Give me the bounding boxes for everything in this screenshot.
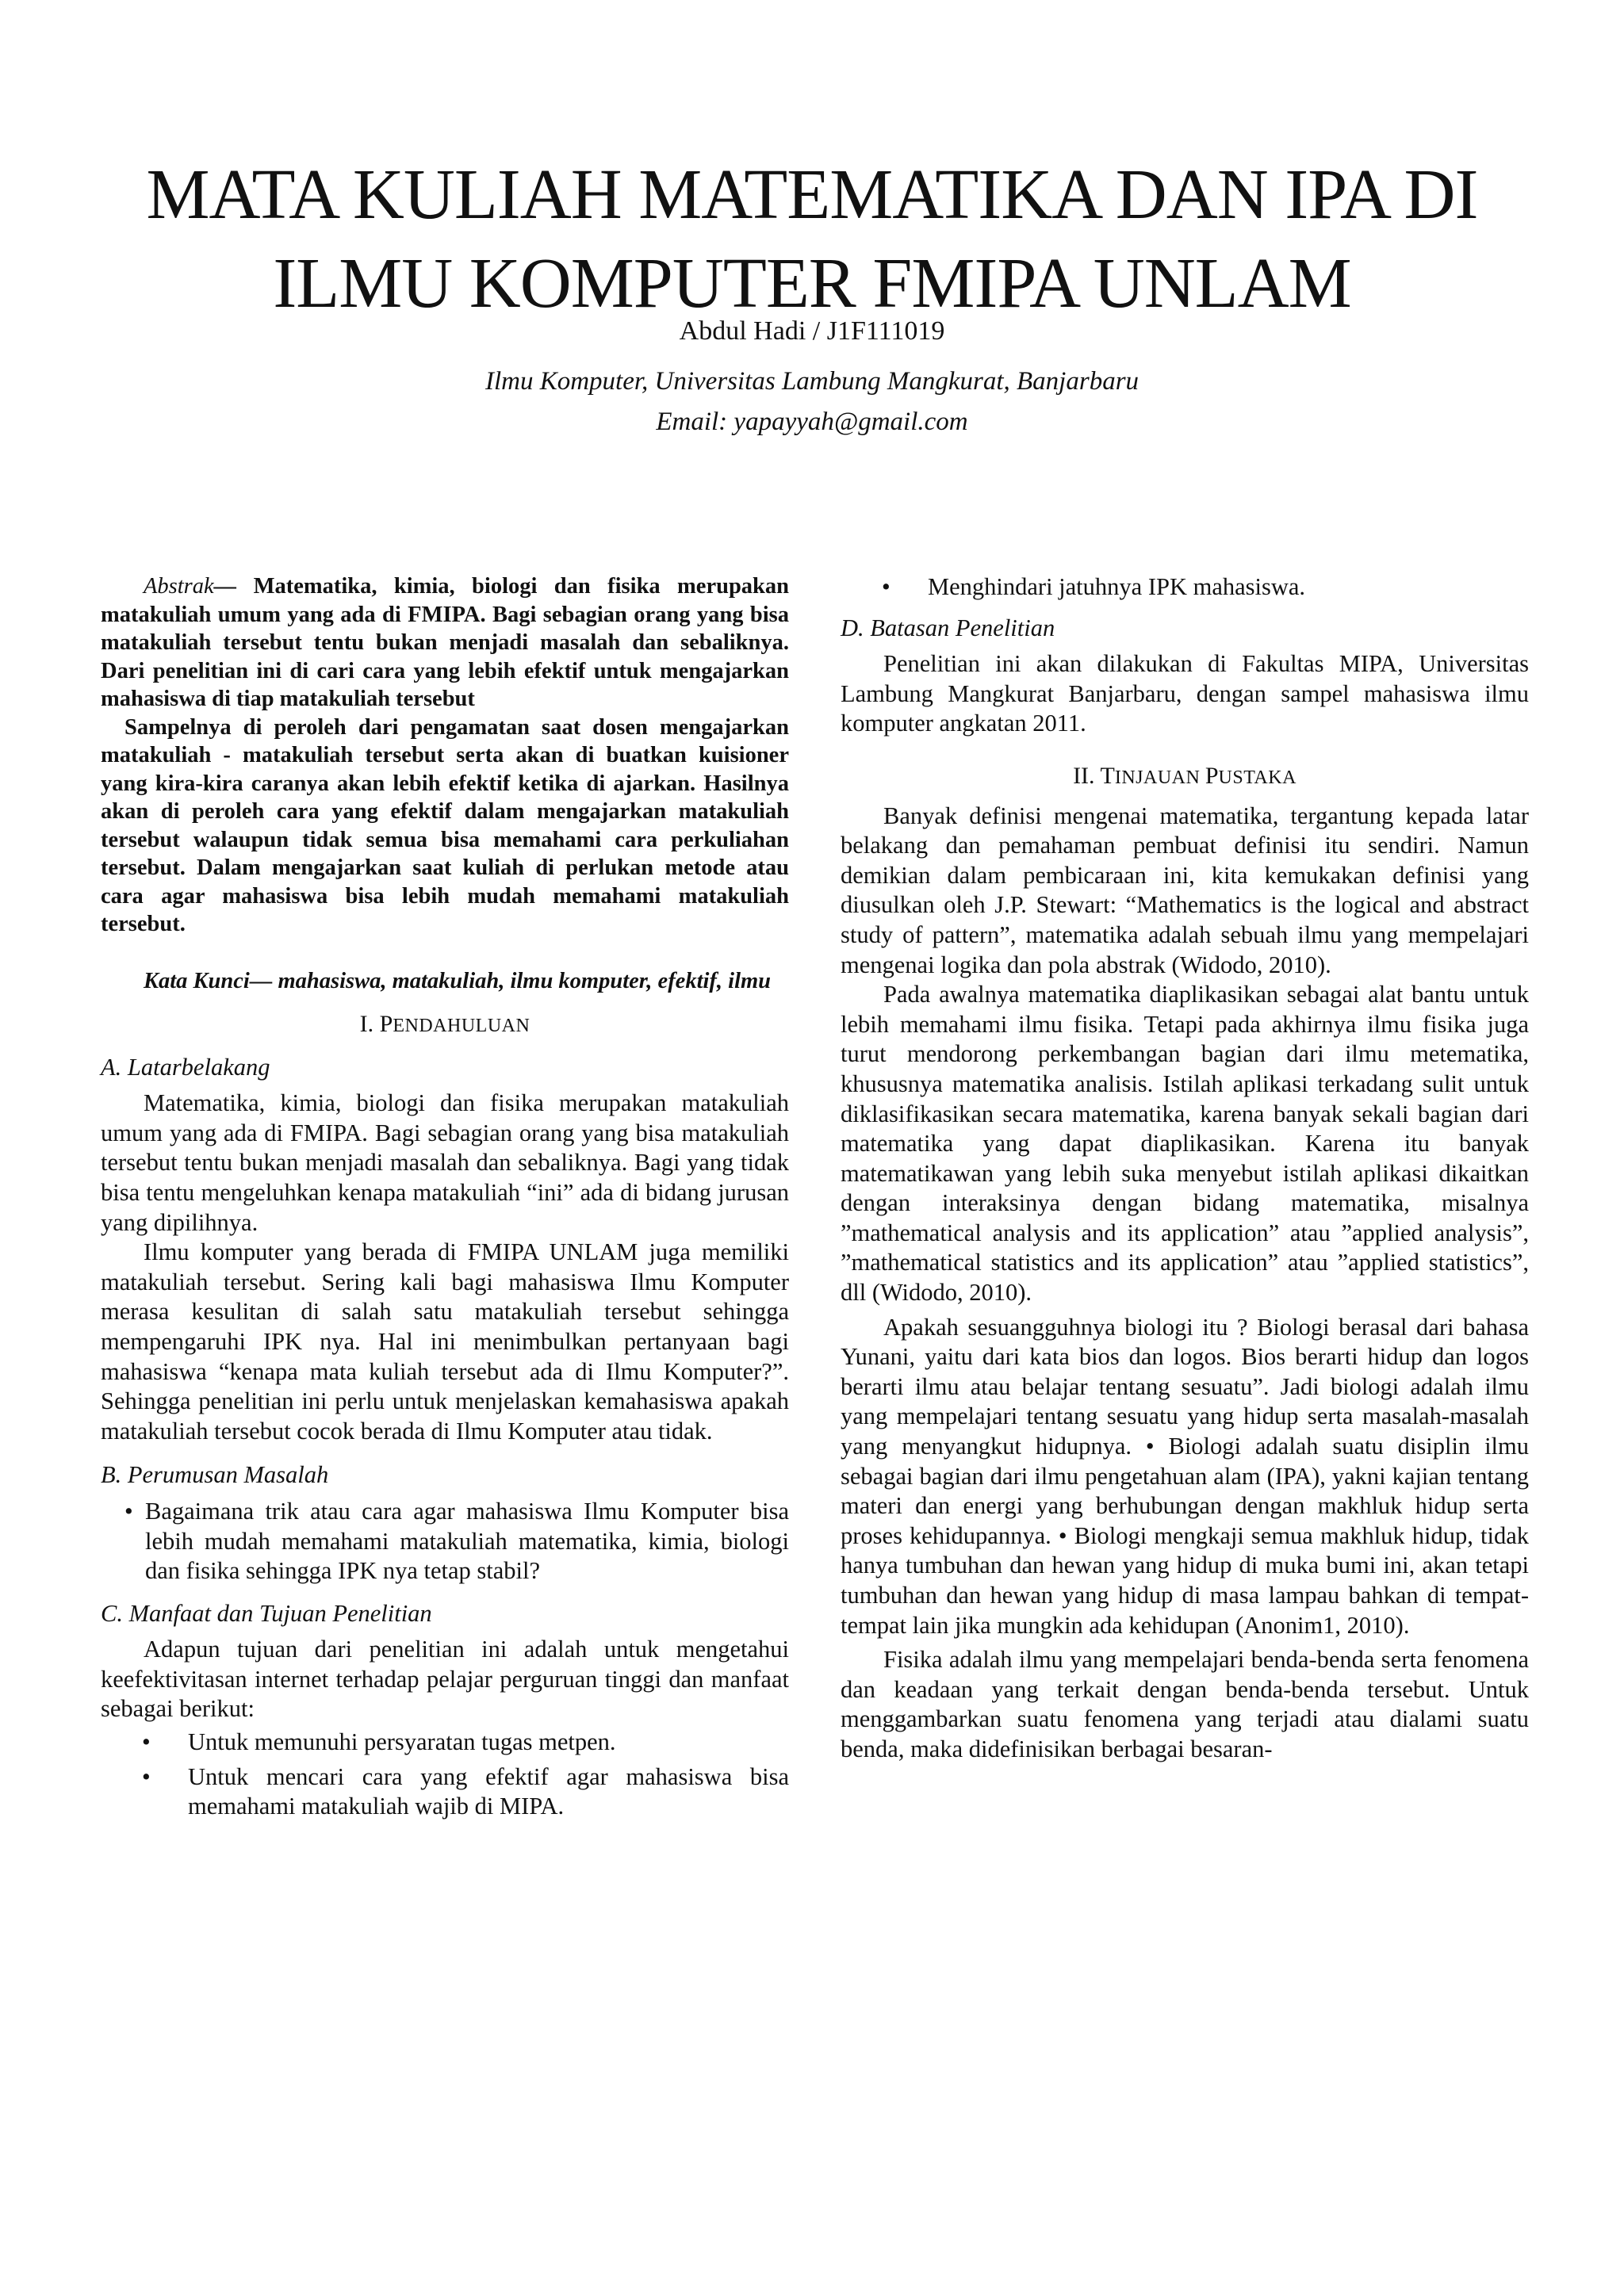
- manfaat-list-continued: [841, 572, 1529, 603]
- latarbelakang-paragraph-1: Matematika, kimia, biologi dan fisika merupakan matakuliah umum yang ada di FMIPA. Bagi sebagian orang yang bisa matakuliah tersebut tentu bukan menjadi masalah dan sebaliknya. Bagi yang tidak bisa tentu mengeluhkan kenapa matakuliah “ini” ada di bidang jurusan yang dipilihnya.: [101, 1089, 789, 1236]
- section1-title: ENDAHULUAN: [393, 1016, 530, 1036]
- tinjauan-paragraph-3: Apakah sesuangguhnya biologi itu ? Biologi berasal dari bahasa Yunani, yaitu dari kata bios dan logos. Bios berarti hidup dan logos berarti ilmu atau belajar tentang sesuatu”. Jadi biologi adalah ilmu yang mempelajari tentang sesuatu yang hidup serta masalah-masalah yang menyangkut hidupnya. • Biologi adalah suatu disiplin ilmu sebagai bagian dari ilmu pengetahuan alam (IPA), yakni kajian tentang materi dan energi yang berhubungan dengan makhluk hidup serta proses kehidupannya. • Biologi mengkaji semua makhluk hidup, tidak hanya tumbuhan dan hewan yang hidup di muka bumi ini, akan tetapi tumbuhan dan hewan yang hidup di masa lampau bahkan di tempat-tempat lain jika mungkin ada kehidupan (Anonim1, 2010).: [841, 1313, 1529, 1639]
- manfaat-list: [101, 1728, 789, 1822]
- tinjauan-paragraph-2: Pada awalnya matematika diaplikasikan sebagai alat bantu untuk lebih memahami ilmu fisika. Tetapi pada akhirnya ilmu fisika juga turut mendorong perkembangan bagian dari ilmu metematika, khususnya matematika analisis. Istilah aplikasi terkadang sulit untuk diklasifikasikan secara matematika, karena banyak sekali bagian dari matematika yang dapat diaplikasikan. Karena itu banyak matematikawan yang lebih suka menyebut istilah aplikasi dikaitkan dengan interaksinya dengan bidang matematika, misalnya ”mathematical analysis and its application” atau ”applied analysis”, ”mathematical statistics and its application” atau ”applied statistics”, dll (Widodo, 2010).: [841, 981, 1529, 1307]
- bullet-glyph: •: [142, 1762, 151, 1790]
- right-column: [841, 572, 1529, 1765]
- subheading-manfaat-tujuan: C. Manfaat dan Tujuan Penelitian: [101, 1599, 432, 1627]
- subheading-perumusan-masalah: B. Perumusan Masalah: [101, 1461, 329, 1489]
- section2-title-b: USTAKA: [1218, 767, 1297, 788]
- tinjauan-paragraph-4: Fisika adalah ilmu yang mempelajari benda-benda serta fenomena dan keadaan yang terkait dengan benda-benda tersebut. Untuk menggambarkan suatu fenomena yang terjadi atau dialami suatu benda, maka didefinisikan berbagai besaran-: [841, 1646, 1529, 1762]
- list-item-text: Menghindari jatuhnya IPK mahasiswa.: [928, 573, 1306, 600]
- subheading-batasan-penelitian: D. Batasan Penelitian: [841, 614, 1055, 641]
- list-item-text: Untuk memunuhi persyaratan tugas metpen.: [188, 1728, 616, 1756]
- title-line-2: ILMU KOMPUTER FMIPA UNLAM: [273, 244, 1351, 323]
- abstract-paragraph-1: [101, 572, 789, 714]
- abstract: [101, 572, 789, 939]
- subheading-latarbelakang: A. Latarbelakang: [101, 1053, 270, 1081]
- bullet-glyph: •: [882, 573, 891, 600]
- list-item: [841, 572, 1529, 603]
- section2-letter-b: P: [1205, 762, 1219, 789]
- keywords: Kata Kunci— mahasiswa, matakuliah, ilmu komputer, efektif, ilmu: [144, 968, 772, 993]
- section-heading-tinjauan-pustaka: [841, 761, 1529, 794]
- list-item-text: Untuk mencari cara yang efektif agar mahasiswa bisa memahami matakuliah wajib di MIPA.: [188, 1762, 789, 1820]
- list-item-text: Bagaimana trik atau cara agar mahasiswa Ilmu Komputer bisa lebih mudah memahami matakuliah matematika, kimia, biologi dan fisika sehingga IPK nya tetap stabil?: [145, 1497, 789, 1585]
- latarbelakang-paragraph-2: Ilmu komputer yang berada di FMIPA UNLAM juga memiliki matakuliah tersebut. Sering kali bagi mahasiswa Ilmu Komputer merasa kesulitan di salah satu matakuliah tersebut sehingga mempengaruhi IPK nya. Hal ini menimbulkan pertanyaan bagi mahasiswa “kenapa mata kuliah tersebut ada di Ilmu Komputer?”. Sehingga penelitian ini perlu untuk menjelaskan kemahasiswa apakah matakuliah tersebut cocok berada di Ilmu Komputer atau tidak.: [101, 1238, 789, 1445]
- list-item: [101, 1497, 789, 1586]
- abstract-paragraph-2: Sampelnya di peroleh dari pengamatan saat dosen mengajarkan matakuliah - matakuliah tersebut serta akan di buatkan kuisioner yang kira-kira caranya akan lebih efektif ketika di ajarkan. Hasilnya akan di peroleh cara yang efektif dalam mengajarkan matakuliah tersebut walaupun tidak semua bisa memahami cara perkuliahan tersebut. Dalam mengajarkan saat kuliah di perlukan metode atau cara agar mahasiswa bisa lebih mudah memahami matakuliah tersebut.: [101, 714, 789, 936]
- bullet-glyph: •: [124, 1497, 133, 1525]
- section-heading-pendahuluan: [101, 1009, 789, 1042]
- paper-title: [0, 151, 1624, 328]
- section2-number: II. T: [1073, 762, 1115, 789]
- perumusan-list: [101, 1497, 789, 1586]
- author-line: Abdul Hadi / J1F111019: [679, 316, 945, 346]
- affiliation-line: Ilmu Komputer, Universitas Lambung Mangkurat, Banjarbaru: [485, 367, 1139, 396]
- manfaat-paragraph: Adapun tujuan dari penelitian ini adalah untuk mengetahui keefektivitasan internet terhadap pelajar perguruan tinggi dan manfaat sebagai berikut:: [101, 1636, 789, 1723]
- abstract-text-1: Matematika, kimia, biologi dan fisika merupakan matakuliah umum yang ada di FMIPA. Bagi sebagian orang yang bisa matakuliah tersebut tentu bukan menjadi masalah dan sebaliknya. Dari penelitian ini di cari cara yang lebih efektif untuk mengajarkan mahasiswa di tiap matakuliah tersebut: [101, 574, 789, 711]
- list-item: [101, 1762, 789, 1822]
- title-line-1: MATA KULIAH MATEMATIKA DAN IPA DI: [146, 155, 1478, 234]
- left-column: [101, 572, 789, 1827]
- tinjauan-paragraph-1: Banyak definisi mengenai matematika, tergantung kepada latar belakang dan pemahaman pembuat definisi itu sendiri. Namun demikian dalam pembicaraan ini, kita kemukakan definisi yang diusulkan oleh J.P. Stewart: “Mathematics is the logical and abstract study of pattern”, matematika adalah sebuah ilmu yang mempelajari mengenai logika dan pola abstrak (Widodo, 2010).: [841, 802, 1529, 978]
- abstract-dash: —: [213, 574, 237, 599]
- section1-number: I. P: [359, 1011, 393, 1037]
- bullet-glyph: •: [142, 1728, 151, 1756]
- batasan-paragraph: Penelitian ini akan dilakukan di Fakultas MIPA, Universitas Lambung Mangkurat Banjarbaru, dengan sampel mahasiswa ilmu komputer angkatan 2011.: [841, 650, 1529, 737]
- email-line: Email: yapayyah@gmail.com: [656, 408, 968, 436]
- section2-title-a: INJAUAN: [1114, 767, 1205, 788]
- abstract-label: Abstrak: [144, 574, 214, 599]
- list-item: [101, 1728, 789, 1758]
